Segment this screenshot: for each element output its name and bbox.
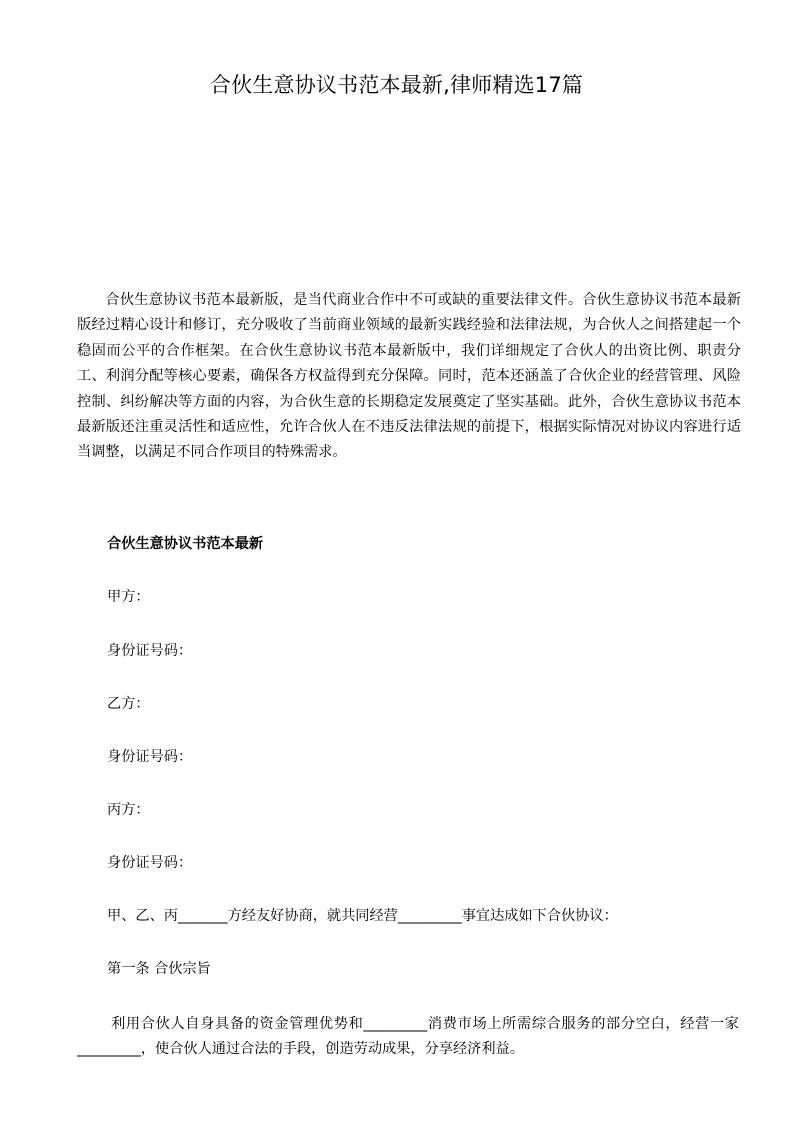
party-a-id-label: 身份证号码：: [107, 643, 193, 659]
document-title: 合伙生意协议书范本最新,律师精选17篇: [209, 73, 584, 97]
agreement-line: 甲、乙、丙_______方经友好协商，就共同经营_________事宜达成如下合伙协议：: [107, 908, 618, 924]
party-a-label: 甲方：: [107, 589, 150, 605]
article-1-text: 利用合伙人自身具备的资金管理优势和_________消费市场上所需综合服务的部分空白，经营一家_________，使合伙人通过合法的手段，创造劳动成果，分享经济利益。: [77, 1016, 739, 1057]
section-heading: 合伙生意协议书范本最新: [107, 536, 264, 552]
article-1-heading: 第一条 合伙宗旨: [107, 961, 211, 977]
party-b-label: 乙方：: [107, 696, 150, 712]
party-b-id-label: 身份证号码：: [107, 749, 193, 765]
party-c-id-label: 身份证号码：: [107, 855, 193, 871]
party-c-label: 丙方：: [107, 802, 150, 818]
intro-paragraph: 合伙生意协议书范本最新版，是当代商业合作中不可或缺的重要法律文件。合伙生意协议书范本最新版经过精心设计和修订，充分吸收了当前商业领域的最新实践经验和法律法规，为合伙人之间搭建起一个稳固而公平的合作框架。在合伙生意协议书范本最新版中，我们详细规定了合伙人的出资比例、职责分工、利润分配等核心要素，确保各方权益得到充分保障。同时，范本还涵盖了合伙企业的经营管理、风险控制、纠纷解决等方面的内容，为合伙生意的长期稳定发展奠定了坚实基础。此外，合伙生意协议书范本最新版还注重灵活性和适应性，允许合伙人在不违反法律法规的前提下，根据实际情况对协议内容进行适当调整，以满足不同合作项目的特殊需求。: [77, 292, 741, 461]
